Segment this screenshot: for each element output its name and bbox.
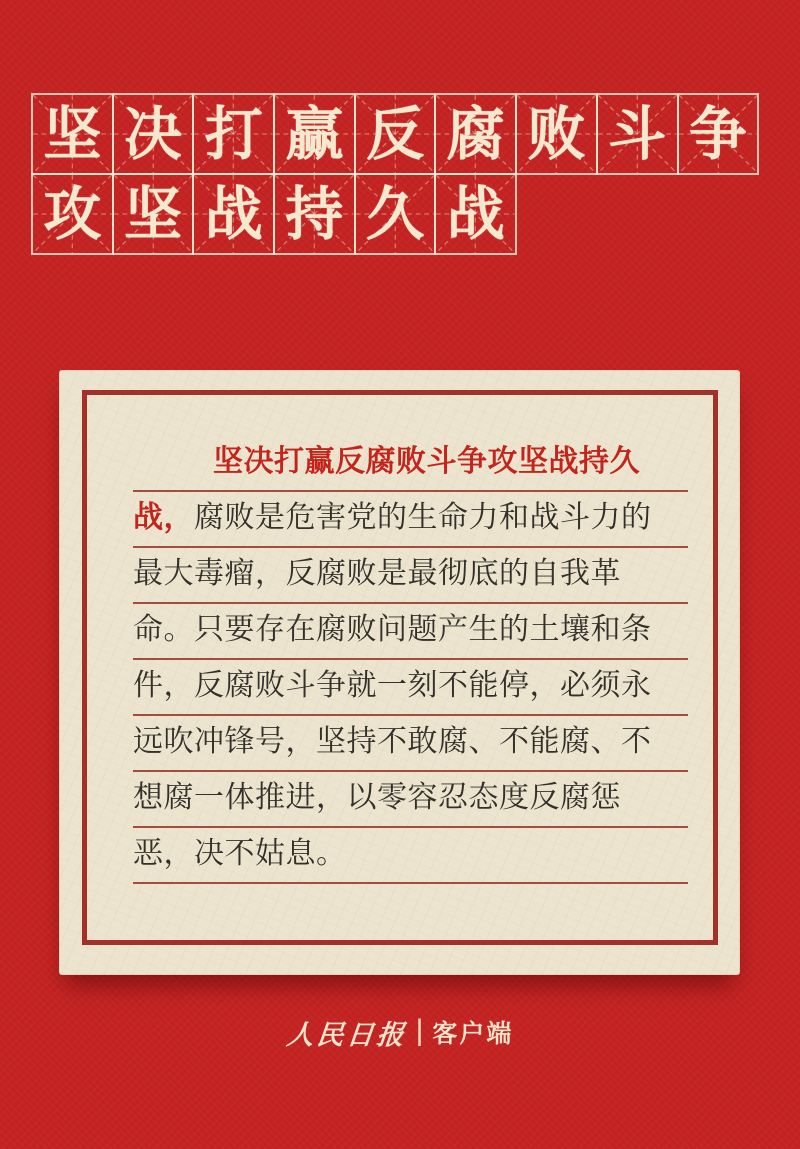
calligraphy-cell — [354, 93, 437, 175]
calligraphy-character: 斗 — [608, 100, 667, 168]
calligraphy-cell — [273, 93, 356, 175]
quote-line — [133, 660, 688, 716]
calligraphy-cell — [31, 93, 114, 175]
calligraphy-cell — [515, 93, 598, 175]
calligraphy-cell — [434, 173, 517, 255]
calligraphy-cell — [112, 93, 195, 175]
peoples-daily-script-logo: 人民日报 — [284, 1019, 408, 1051]
calligraphy-character: 攻 — [43, 180, 102, 248]
quote-body-text: 最大毒瘤，反腐败是最彻底的自我革 — [133, 557, 621, 590]
calligraphy-character: 争 — [688, 100, 747, 168]
quote-body-text: 想腐一体推进，以零容忍态度反腐惩 — [133, 781, 621, 814]
calligraphy-character: 败 — [527, 100, 586, 168]
calligraphy-cell — [273, 173, 356, 255]
client-label: 客户端 — [432, 1020, 514, 1048]
calligraphy-character: 持 — [285, 180, 344, 248]
calligraphy-cell — [192, 93, 275, 175]
quote-line — [133, 604, 688, 660]
quote-line — [133, 716, 688, 772]
logo-divider: | — [415, 1014, 424, 1047]
calligraphy-cell — [192, 173, 275, 255]
calligraphy-character: 战 — [204, 180, 263, 248]
quote-emphasis-text: 战， — [133, 501, 194, 534]
calligraphy-cell — [112, 173, 195, 255]
calligraphy-cell — [677, 93, 760, 175]
calligraphy-character: 战 — [446, 180, 505, 248]
quote-line — [133, 492, 688, 548]
quote-body-text: 恶，决不姑息。 — [133, 837, 347, 870]
quote-line — [133, 548, 688, 604]
quote-body-text: 腐败是危害党的生命力和战斗力的 — [194, 501, 652, 534]
quote-text-block — [133, 436, 688, 884]
calligraphy-character: 腐 — [446, 100, 505, 168]
calligraphy-character: 打 — [204, 100, 263, 168]
footer-logo — [0, 1008, 800, 1056]
calligraphy-cell — [354, 173, 437, 255]
quote-line — [133, 772, 688, 828]
calligraphy-row-1 — [31, 93, 759, 175]
calligraphy-character: 决 — [124, 100, 183, 168]
calligraphy-character: 赢 — [285, 100, 344, 168]
calligraphy-character: 坚 — [43, 100, 102, 168]
calligraphy-row-2 — [31, 173, 517, 255]
calligraphy-character: 久 — [366, 180, 425, 248]
quote-body-text: 远吹冲锋号，坚持不敢腐、不能腐、不 — [133, 725, 652, 758]
quote-body-text: 命。只要存在腐败问题产生的土壤和条 — [133, 613, 652, 646]
calligraphy-cell — [596, 93, 679, 175]
quote-line — [133, 828, 688, 884]
calligraphy-character: 坚 — [124, 180, 183, 248]
calligraphy-cell — [434, 93, 517, 175]
calligraphy-character: 反 — [366, 100, 425, 168]
quote-body-text: 件，反腐败斗争就一刻不能停，必须永 — [133, 669, 652, 702]
quote-card — [59, 370, 740, 975]
quote-line — [133, 436, 688, 492]
quote-emphasis-text: 坚决打赢反腐败斗争攻坚战持久 — [213, 445, 640, 478]
calligraphy-cell — [31, 173, 114, 255]
